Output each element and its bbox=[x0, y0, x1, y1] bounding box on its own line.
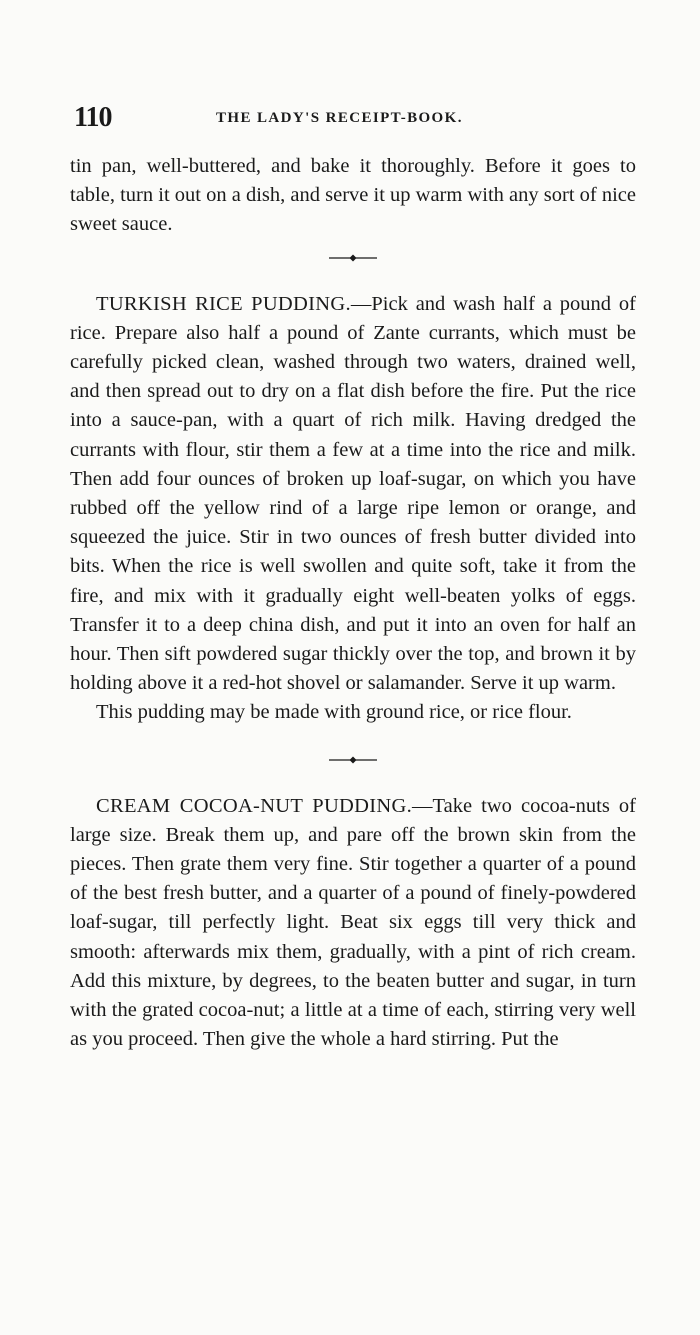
section-separator bbox=[70, 240, 636, 276]
continuation-paragraph: tin pan, well-buttered, and bake it thoroughly. Before it goes to table, turn it out on a dish, and serve it up warm with any sort of nice sweet sauce. bbox=[70, 155, 636, 236]
recipe-body: —Take two cocoa-nuts of large size. Break them up, and pare off the brown skin from the pieces. Then grate them very fine. Stir together a quarter of a pound of the best fresh butter, and a quarter of a pound of finely-powdered loaf-sugar, till perfectly light. Beat six eggs till very thick and smooth: afterwards mix them, gradually, with a pint of rich cream. Add this mixture, by degrees, to the beaten butter and sugar, in turn with the grated cocoa-nut; a little at a time of each, stirring very well as you proceed. Then give the whole a hard stirring. Put the bbox=[70, 794, 636, 1051]
recipe-title: CREAM COCOA-NUT PUDDING. bbox=[96, 794, 413, 817]
recipe-title: TURKISH RICE PUDDING. bbox=[96, 292, 351, 315]
running-title: THE LADY'S RECEIPT-BOOK. bbox=[216, 110, 463, 126]
page-body bbox=[70, 152, 636, 1054]
turkish-rice-pudding-note: This pudding may be made with ground rice, or rice flour. bbox=[96, 701, 572, 724]
page-number: 110 bbox=[74, 102, 112, 133]
separator-ornament-icon bbox=[329, 253, 377, 263]
turkish-rice-pudding-recipe bbox=[70, 290, 636, 699]
separator-ornament-icon bbox=[329, 755, 377, 765]
recipe-body: —Pick and wash half a pound of rice. Prepare also half a pound of Zante currants, which must be carefully picked clean, washed through two waters, drained well, and then spread out to dry on a flat dish before the fire. Put the rice into a sauce-pan, with a quart of rich milk. Having dredged the currants with flour, stir them a few at a time into the rice and milk. Then add four ounces of broken up loaf-sugar, on which you have rubbed off the yellow rind of a large ripe lemon or orange, and squeezed the juice. Stir in two ounces of fresh butter divided into bits. When the rice is well swollen and quite soft, take it from the fire, and mix with it gradually eight well-beaten yolks of eggs. Transfer it to a deep china dish, and put it into an oven for half an hour. Then sift powdered sugar thickly over the top, and brown it by holding above it a red-hot shovel or salamander. Serve it up warm. bbox=[70, 292, 636, 695]
page-header bbox=[68, 100, 638, 140]
section-separator bbox=[70, 742, 636, 778]
cream-cocoa-nut-pudding-recipe bbox=[70, 792, 636, 1055]
